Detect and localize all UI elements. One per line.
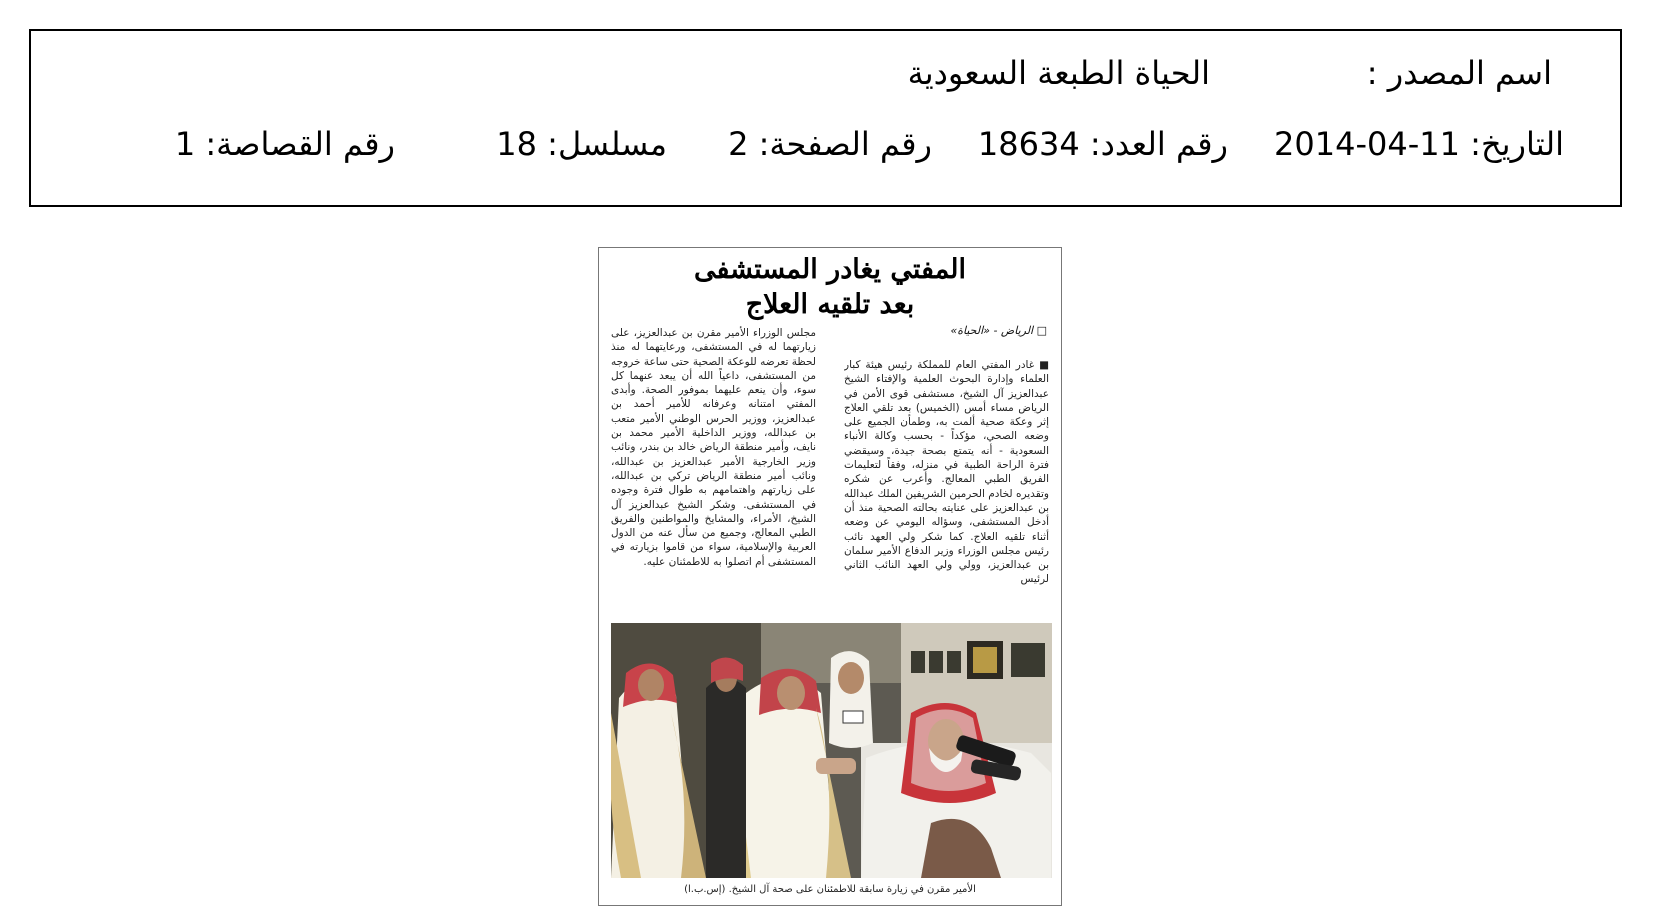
article-column-left (611, 326, 816, 626)
page-number: رقم الصفحة: 2 (728, 125, 932, 163)
issue-number: رقم العدد: 18634 (977, 125, 1228, 163)
source-info-box (29, 29, 1622, 207)
article-photo (611, 623, 1052, 878)
photo-caption: الأمير مقرن في زيارة سابقة للاطمئنان على صحة آل الشيخ. (إس.ب.ا) (684, 884, 976, 895)
date-field: التاريخ: 11-04-2014 (1274, 125, 1564, 163)
photo-illustration (611, 623, 1052, 878)
byline: □ الرياض - «الحياة» (950, 324, 1047, 337)
article-column-right (844, 358, 1049, 638)
headline-line-1: المفتي يغادر المستشفى (693, 254, 967, 285)
headline-line-2: بعد تلقيه العلاج (745, 289, 915, 320)
source-label: اسم المصدر : (1366, 54, 1552, 92)
newspaper-clipping (598, 247, 1062, 906)
source-name: الحياة الطبعة السعودية (907, 54, 1210, 92)
serial-number: مسلسل: 18 (496, 125, 667, 163)
clipping-number: رقم القصاصة: 1 (174, 125, 395, 163)
article-text-left: مجلس الوزراء الأمير مقرن بن عبدالعزيز، على زيارتهما له في المستشفى، ورعايتهما له منذ لحظة تعرضه للوعكة الصحية حتى ساعة خروجه من المستشفى، داعياً الله أن يبعد عنهما كل سوء، وأن ينعم عليهما بموفور الصحة. وأبدى المفتي امتنانه وعرفانه للأمير أحمد بن عبدالعزيز، ووزير الحرس الوطني الأمير متعب بن عبدالله، ووزير الداخلية الأمير محمد بن نايف، وأمير منطقة الرياض خالد بن بندر، ونائب وزير الخارجية الأمير عبدالعزيز بن عبدالله، ونائب أمير منطقة الرياض تركي بن عبدالله، على زيارتهم واهتمامهم به طوال فترة وجوده في المستشفى. وشكر الشيخ عبدالعزيز آل الشيخ، الأمراء، والمشايخ والمواطنين والفريق الطبي المعالج، وجميع من سأل عنه من الدول العربية والإسلامية، سواء من قاموا بزيارته في المستشفى أم اتصلوا به للاطمئنان عليه. (611, 327, 816, 568)
article-text-right: ■ غادر المفتي العام للمملكة رئيس هيئة كبار العلماء وإدارة البحوث العلمية والإفتاء الشيخ عبدالعزيز آل الشيخ، مستشفى قوى الأمن في الرياض مساء أمس (الخميس) بعد تلقي العلاج إثر وعكة صحية ألمت به، وطمأن الجميع على وضعه الصحي، مؤكداً - بحسب وكالة الأنباء السعودية - أنه يتمتع بصحة جيدة، وسيقضي فترة الراحة الطبية في منزله، وفقاً لتعليمات الفريق الطبي المعالج. وأعرب عن شكره وتقديره لخادم الحرمين الشريفين الملك عبدالله بن عبدالعزيز على عنايته بحالته الصحية منذ أن أدخل المستشفى، وسؤاله اليومي عن وضعه أثناء تلقيه العلاج. كما شكر ولي العهد نائب رئيس مجلس الوزراء وزير الدفاع الأمير سلمان بن عبدالعزيز، وولي ولي العهد النائب الثاني لرئيس (844, 359, 1049, 586)
